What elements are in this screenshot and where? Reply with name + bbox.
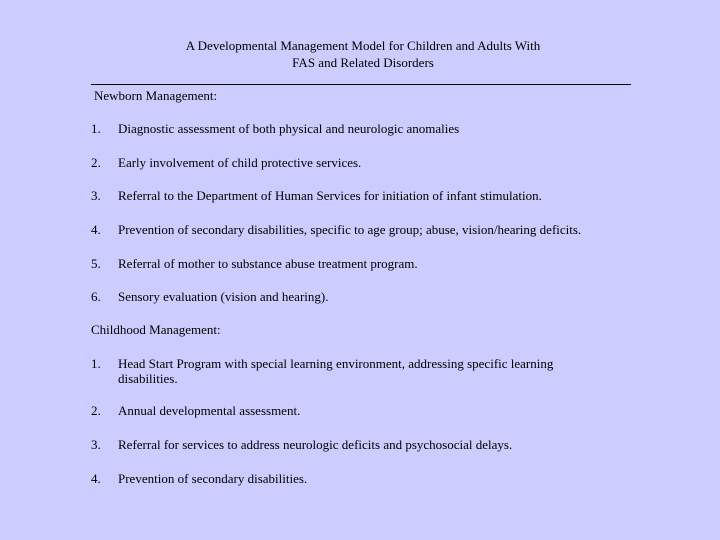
item-text: Head Start Program with special learning environment, addressing specific learning disabilities. <box>118 356 554 386</box>
item-text: Referral for services to address neurologic deficits and psychosocial delays. <box>118 437 513 452</box>
item-number: 3. <box>91 188 101 203</box>
list-item <box>91 222 651 237</box>
item-text: Prevention of secondary disabilities, specific to age group; abuse, vision/hearing deficits. <box>118 222 582 237</box>
item-number: 3. <box>91 437 101 452</box>
item-number: 6. <box>91 289 101 304</box>
item-number: 5. <box>91 256 101 271</box>
list-item <box>91 437 651 452</box>
item-text: Sensory evaluation (vision and hearing). <box>118 289 329 304</box>
list-item <box>91 256 651 271</box>
list-item <box>91 471 651 486</box>
title-divider <box>91 84 631 85</box>
title-line-2: FAS and Related Disorders <box>292 55 434 70</box>
list-item <box>91 403 651 418</box>
list-item <box>91 121 651 136</box>
section-heading-newborn: Newborn Management: <box>94 88 218 103</box>
item-number: 1. <box>91 356 101 371</box>
document-title <box>0 37 720 71</box>
section-heading-childhood: Childhood Management: <box>91 322 221 337</box>
item-text: Referral to the Department of Human Services for initiation of infant stimulation. <box>118 188 542 203</box>
list-item <box>91 289 651 304</box>
item-number: 2. <box>91 403 101 418</box>
item-text: Early involvement of child protective services. <box>118 155 362 170</box>
item-number: 1. <box>91 121 101 136</box>
title-line-1: A Developmental Management Model for Children and Adults With <box>185 38 541 53</box>
list-item <box>91 356 651 386</box>
item-text: Diagnostic assessment of both physical and neurologic anomalies <box>118 121 460 136</box>
item-number: 2. <box>91 155 101 170</box>
list-item <box>91 188 651 203</box>
item-text: Annual developmental assessment. <box>118 403 301 418</box>
item-number: 4. <box>91 222 101 237</box>
list-item <box>91 155 651 170</box>
item-text: Referral of mother to substance abuse treatment program. <box>118 256 418 271</box>
item-number: 4. <box>91 471 101 486</box>
item-text: Prevention of secondary disabilities. <box>118 471 308 486</box>
